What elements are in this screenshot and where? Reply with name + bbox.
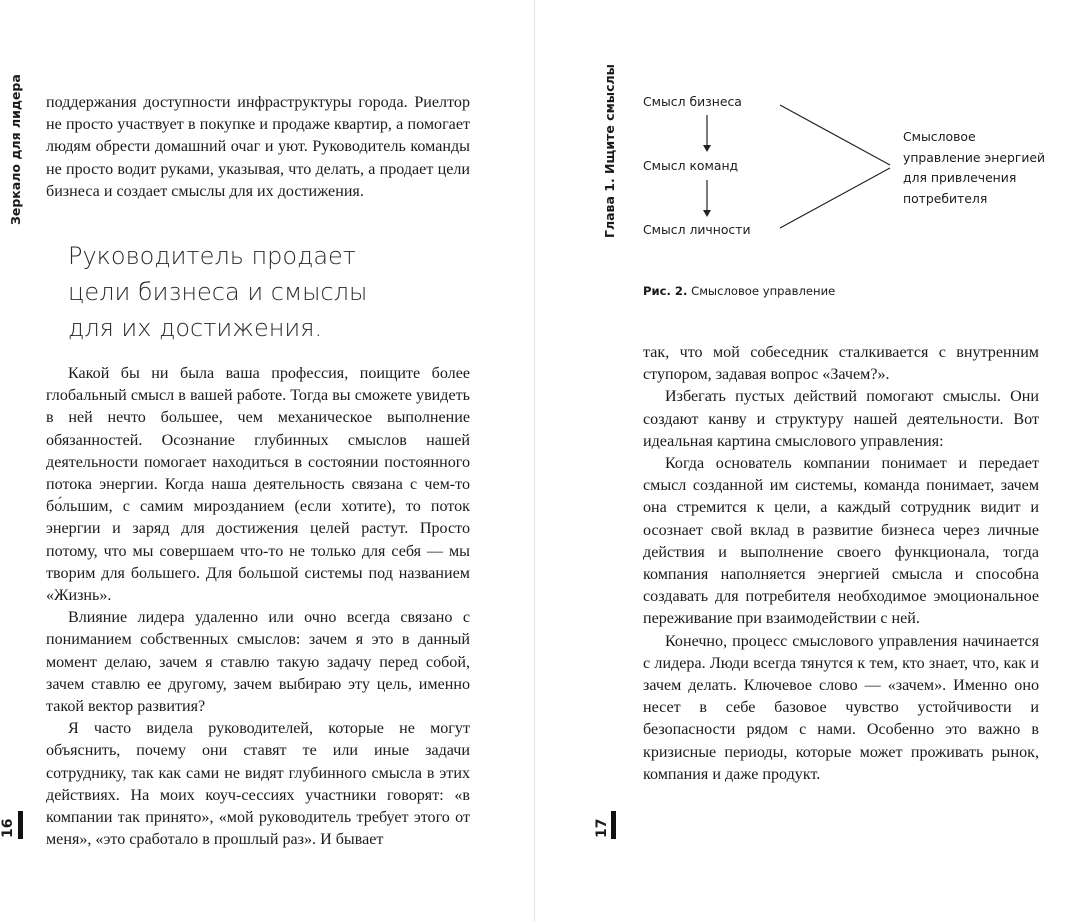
paragraph: поддержания доступности инфраструктуры города. Риелтор не просто участвует в покупке и продаже квартир, а помогает людям обрести домашний очаг и уют. Руководитель команды не просто водит руками, указывая, что делать, а продает цели бизнеса и создает смыслы для их достижения. <box>46 94 470 200</box>
diagram-node: Смысл личности <box>643 222 751 237</box>
paragraph: Я часто видела руководителей, которые не могут объяснить, почему они ставят те или иные задачи сотруднику, так как сами не видят глубинного смысла в этих действиях. На моих коуч-сессиях участники говорят: «в компании так принято», «мой руководитель требует этого от меня», «это сработало в прошлый раз». И бывает <box>46 720 470 849</box>
paragraph: Когда основатель компании понимает и передает смысл созданной им системы, команда понимает, зачем она стремится к цели, а каждый сотрудник видит и осознает свой вклад в развитие бизнеса через личные действия и выполнение своего функционала, тогда компания наполняется энергией смысла и способна создавать для потребителя необходимое эмоциональное переживание при взаимодействии с ней. <box>643 455 1039 628</box>
running-head-right: Глава 1. Ищите смыслы <box>602 64 617 238</box>
figure-caption <box>643 284 835 298</box>
connector-line <box>780 105 890 165</box>
arrow-head <box>703 210 711 217</box>
paragraph: Какой бы ни была ваша профессия, поищите более глобальный смысл в вашей работе. Тогда вы сможете увидеть в ней нечто большее, чем механическое выполнение обязанностей. Осознание глубинных смыслов нашей деятельности помогает находиться в состоянии постоянного потока энергии. Когда наша деятельность связана с чем-то бо́льшим, с самим мирозданием (если хотите), то поток энергии и заряд для достижения целей растут. Просто потому, что мы совершаем что-то не только для себя — мы творим для большего. Для большой системы под названием «Жизнь». <box>46 365 470 605</box>
pull-quote-line: цели бизнеса и смыслы <box>68 278 368 306</box>
paragraph: Избегать пустых действий помогают смыслы. Они создают канву и структуру нашей деятельности. Вот идеальная картина смыслового управления: <box>643 388 1039 450</box>
connector-line <box>780 168 890 228</box>
diagram-result-line: Смысловое <box>903 129 976 144</box>
figure-caption-label: Рис. 2. <box>643 284 688 298</box>
paragraph: Влияние лидера удаленно или очно всегда связано с пониманием собственных смыслов: зачем я это в данный момент делаю, зачем я ставлю такую задачу перед собой, зачем ставлю ее другому, зачем выбираю эту цель, именно такой вектор развития? <box>46 609 470 716</box>
page-number-left: 16 <box>0 818 16 838</box>
arrow-head <box>703 145 711 152</box>
paragraph: так, что мой собеседник сталкивается с внутренним ступором, задавая вопрос «Зачем?». <box>643 344 1039 384</box>
right-body-text <box>643 342 1039 786</box>
diagram-result-line: управление энергией <box>903 149 1046 165</box>
diagram-result <box>903 127 1045 209</box>
pull-quote-line: для их достижения. <box>68 314 323 342</box>
pull-quote-line: Руководитель продает <box>68 242 356 270</box>
diagram-result-line: потребителя <box>903 190 988 206</box>
diagram-result-line: для привлечения <box>903 170 1017 185</box>
diagram-node: Смысл команд <box>643 158 739 173</box>
figure-caption-text: Смысловое управление <box>691 284 836 298</box>
running-head-left: Зеркало для лидера <box>8 74 23 225</box>
page-number-right: 17 <box>594 818 610 838</box>
diagram-node: Смысл бизнеса <box>643 94 742 109</box>
paragraph: Конечно, процесс смыслового управления начинается с лидера. Люди всегда тянутся к тем, кто знает, что, как и зачем делать. Ключевое слово — «зачем». Именно оно несет в себе базовое чувство устойчивости и безопасности рядом с нами. Особенно это важно в кризисные периоды, которые может проживать рынок, компания и даже продукт. <box>643 632 1039 783</box>
